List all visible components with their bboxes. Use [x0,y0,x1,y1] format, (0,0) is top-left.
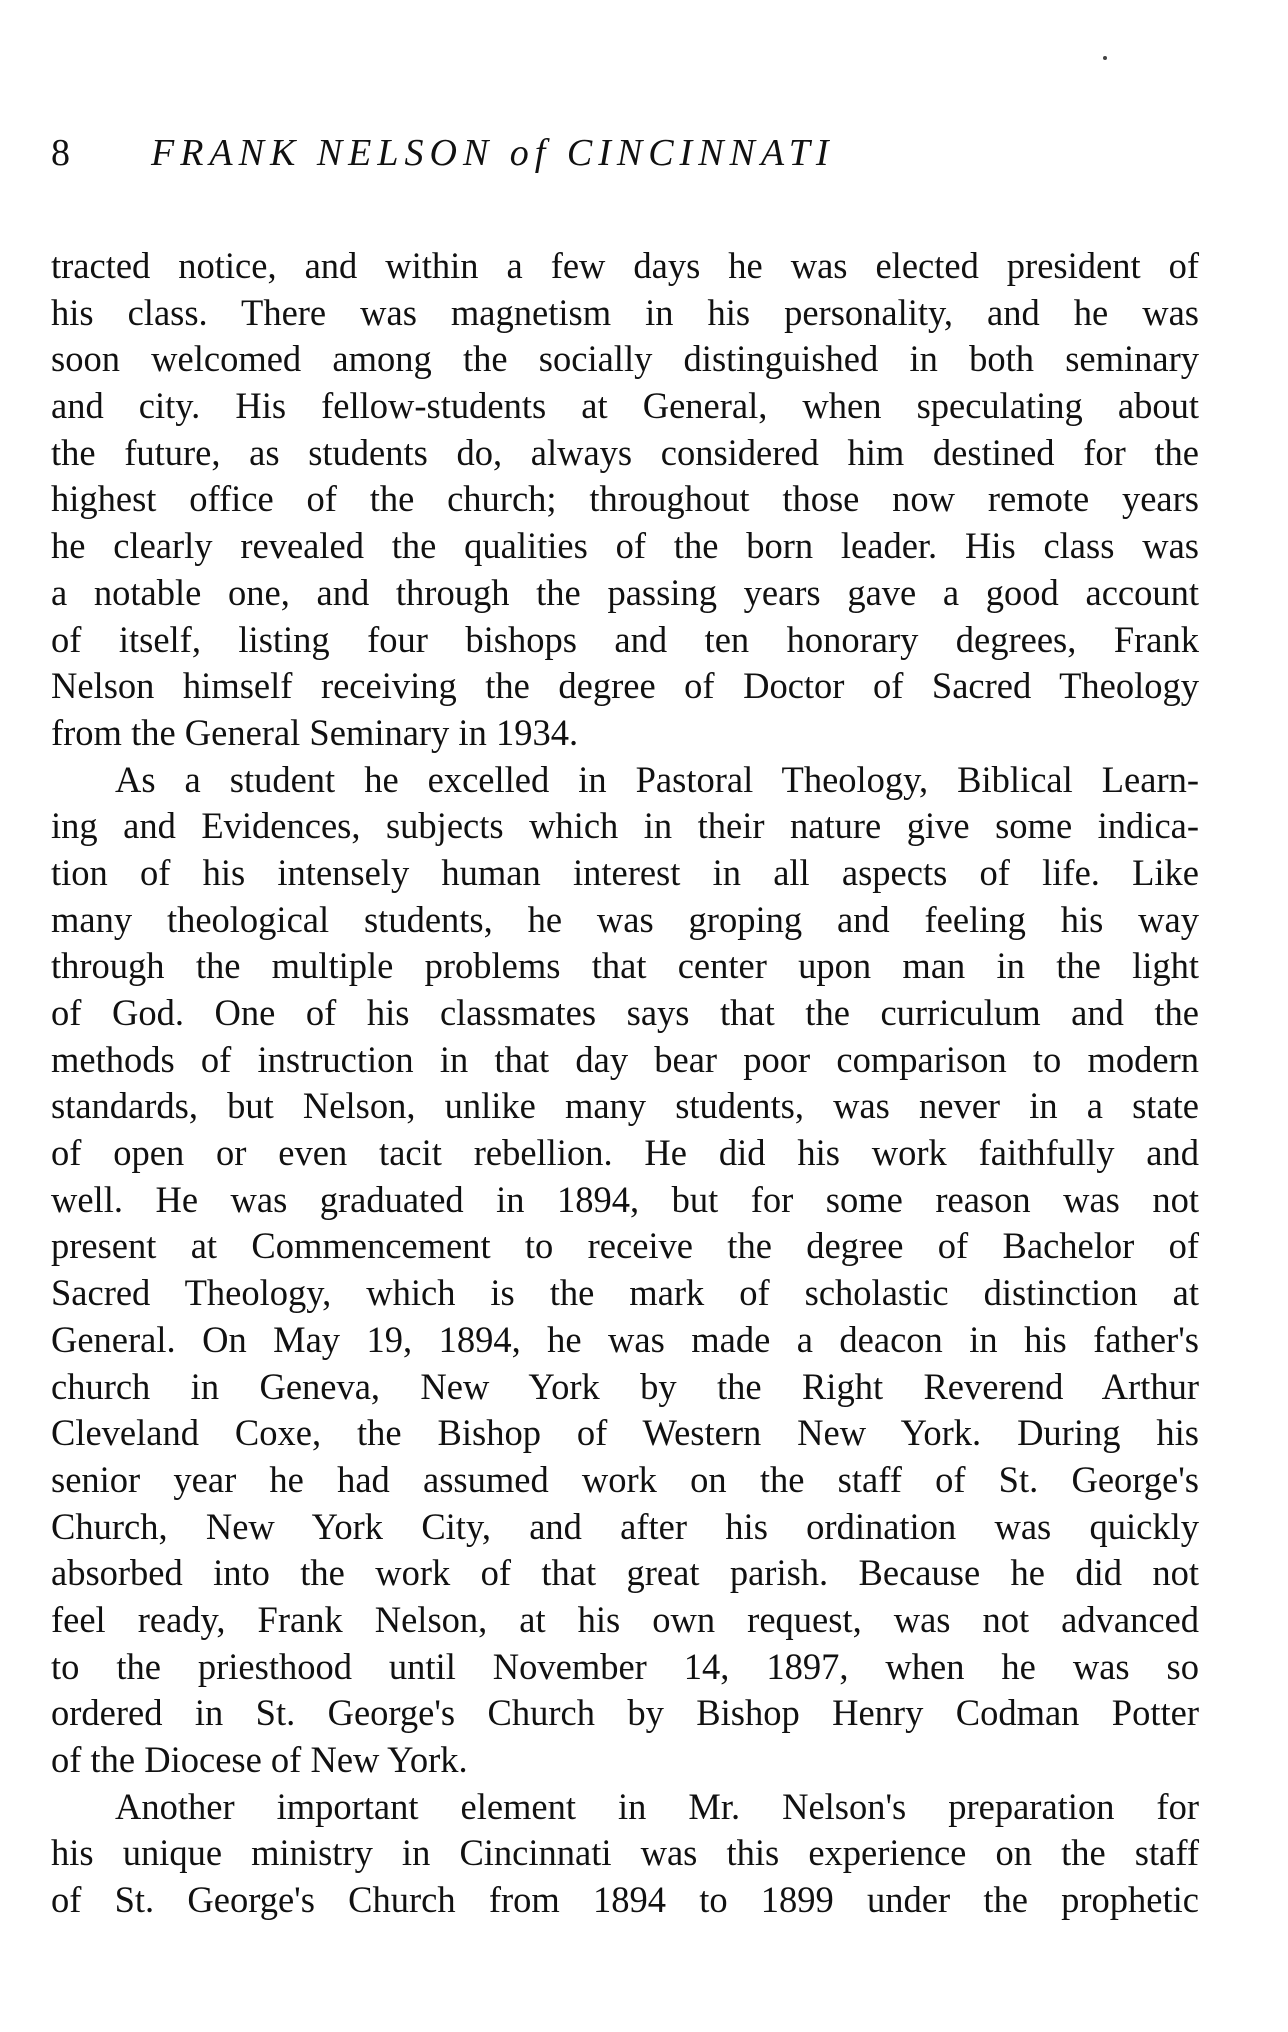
text-line: the future, as students do, always considered him destined for the [51,431,1199,473]
text-line: Another important element in Mr. Nelson's preparation for [115,1785,1199,1827]
text-line: from the General Seminary in 1934. [51,711,579,753]
page-number: 8 [51,132,70,174]
text-line: feel ready, Frank Nelson, at his own request, was not advanced [51,1598,1199,1640]
text-line: of open or even tacit rebellion. He did his work faithfully and [51,1132,1199,1174]
text-line: soon welcomed among the socially distinguished in both seminary [51,338,1199,380]
text-line: through the multiple problems that center upon man in the light [51,945,1199,987]
paragraph [51,757,1199,1784]
text-line: General. On May 19, 1894, he was made a deacon in his father's [51,1318,1199,1360]
text-line: methods of instruction in that day bear poor comparison to modern [51,1038,1199,1080]
text-line: present at Commencement to receive the degree of Bachelor of [51,1225,1199,1267]
body-text [51,243,1199,1924]
text-line: well. He was graduated in 1894, but for some reason was not [51,1178,1199,1220]
text-line: to the priesthood until November 14, 1897, when he was so [51,1645,1199,1687]
text-line: tracted notice, and within a few days he was elected president of [51,245,1199,286]
text-line: and city. His fellow-students at General, when speculating about [51,385,1199,427]
text-line: many theological students, he was groping and feeling his way [51,898,1199,940]
text-line: his unique ministry in Cincinnati was this experience on the staff [51,1832,1199,1874]
text-line: of God. One of his classmates says that the curriculum and the [51,992,1199,1033]
print-speck [1103,56,1107,60]
text-line: of St. George's Church from 1894 to 1899 under the prophetic [51,1879,1199,1921]
text-line: standards, but Nelson, unlike many students, was never in a state [51,1085,1199,1127]
text-line: his class. There was magnetism in his personality, and he was [51,291,1199,333]
text-line: Cleveland Coxe, the Bishop of Western New York. During his [51,1412,1199,1454]
text-line: Nelson himself receiving the degree of Doctor of Sacred Theology [51,665,1199,707]
text-line: Church, New York City, and after his ordination was quickly [51,1505,1199,1547]
text-line: ing and Evidences, subjects which in their nature give some indica- [51,805,1199,847]
text-line: tion of his intensely human interest in all aspects of life. Like [51,851,1199,893]
running-title: FRANK NELSON of CINCINNATI [151,132,835,174]
text-line: senior year he had assumed work on the staff of St. George's [51,1458,1199,1500]
text-line: of itself, listing four bishops and ten honorary degrees, Frank [51,618,1199,660]
text-line: Sacred Theology, which is the mark of scholastic distinction at [51,1272,1199,1314]
paragraph [51,1784,1199,1924]
text-line: he clearly revealed the qualities of the born leader. His class was [51,525,1199,567]
paragraph [51,243,1199,757]
text-line: of the Diocese of New York. [51,1739,468,1780]
text-line: ordered in St. George's Church by Bishop Henry Codman Potter [51,1692,1199,1734]
text-line: church in Geneva, New York by the Right Reverend Arthur [51,1365,1199,1407]
text-line: absorbed into the work of that great parish. Because he did not [51,1552,1199,1594]
running-head [51,128,1201,178]
text-line: highest office of the church; throughout those now remote years [51,478,1199,520]
text-line: a notable one, and through the passing years gave a good account [51,571,1199,613]
text-line: As a student he excelled in Pastoral Theology, Biblical Learn- [115,758,1199,800]
